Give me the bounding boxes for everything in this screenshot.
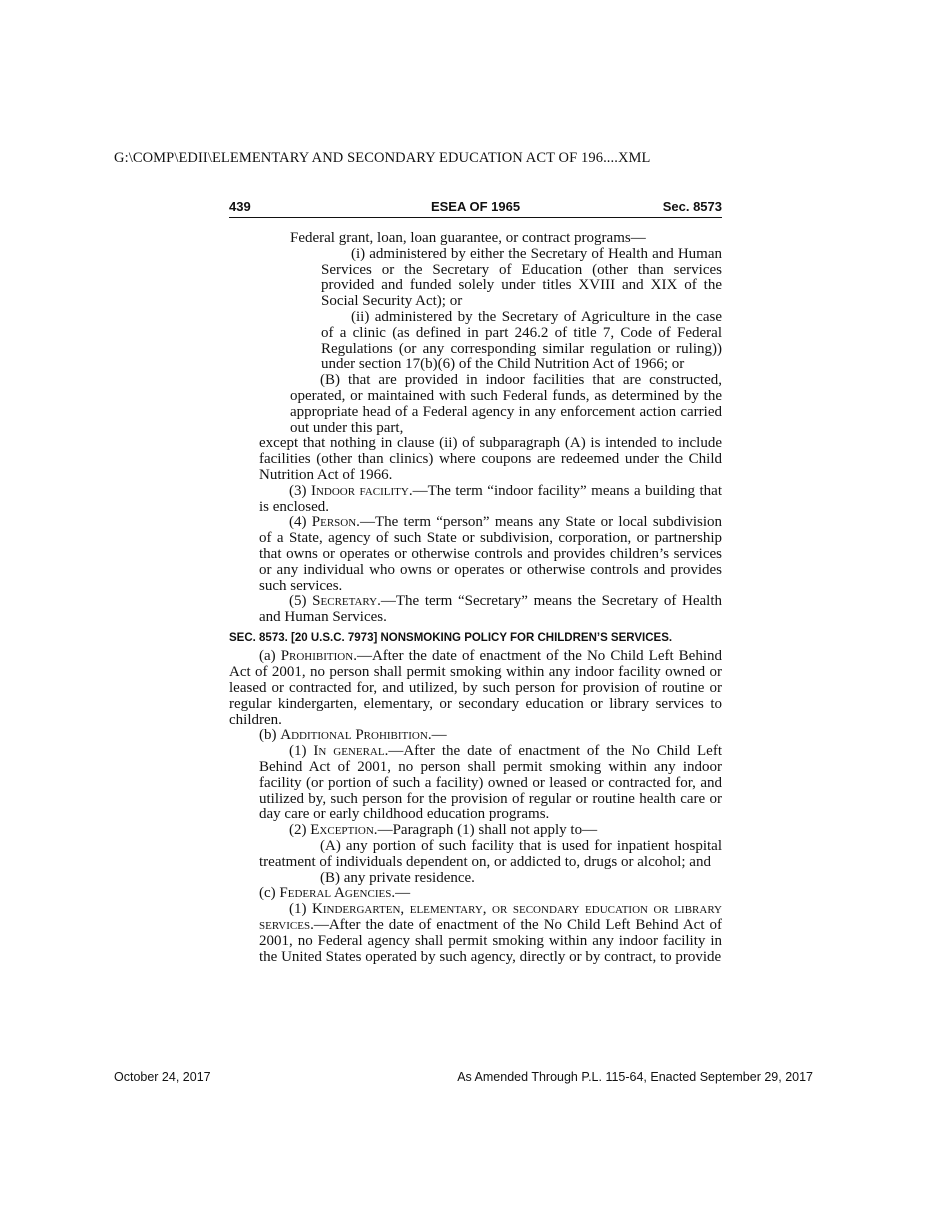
definition-person: (4) Person.—The term “person” means any State or local subdivision of a State, agency of such State or subdivision, corporation, or partnership that owns or operates or otherwise controls and provides children’s services or any individual who owns or operates or otherwise controls and provides such services. [259,514,722,594]
subsection-b: (b) Additional Prohibition.— [259,727,447,744]
paragraph-c1: (1) Kindergarten, elementary, or secondary education or library services.—After the date of enactment of the No Child Left Behind Act of 2001, no Federal agency shall permit smoking within any indoor facility in the United States operated by such agency, directly or by contract, to provide [259,901,723,965]
running-head-section: Sec. 8573 [662,199,722,214]
clause-i: (i) administered by either the Secretary of Health and Human Services or the Secretary of Education (other than services provided and funded solely under titles XVIII and XIX of the Social Security Act); or [321,245,722,310]
subparagraph-b2A: (A) any portion of such facility that is used for inpatient hospital treatment of individuals dependent on, or addicted to, drugs or alcohol; and [259,837,722,870]
except-clause: except that nothing in clause (ii) of subparagraph (A) is intended to include facilities (other than clinics) where coupons are redeemed under the Child Nutrition Act of 1966. [259,435,722,483]
running-head [229,197,722,218]
running-head-title: ESEA OF 1965 [430,199,521,214]
definition-indoor-facility: (3) Indoor facility.—The term “indoor facility” means a building that is enclosed. [259,482,723,515]
document-body [229,231,722,965]
subparagraph-b: (B) that are provided in indoor facilities that are constructed, operated, or maintained with such Federal funds, as determined by the appropriate head of a Federal agency in any enforcement action carried out under this part, [290,372,722,436]
section-heading: SEC. 8573. [20 U.S.C. 7973] NONSMOKING POLICY FOR CHILDREN’S SERVICES. [229,631,673,644]
paragraph-b1: (1) In general.—After the date of enactment of the No Child Left Behind Act of 2001, no person shall permit smoking within any indoor facility (or portion of such a facility) owned or leased or contracted for, and utilized by, such person for the provision of regular or routine health care or day care or early childhood education programs. [259,743,723,823]
paragraph-b2: (2) Exception.—Paragraph (1) shall not apply to— [289,822,598,839]
file-path: G:\COMP\EDII\ELEMENTARY AND SECONDARY EDUCATION ACT OF 196....XML [114,150,651,166]
paragraph-continuation: Federal grant, loan, loan guarantee, or contract programs— [290,230,646,246]
footer-amended: As Amended Through P.L. 115-64, Enacted September 29, 2017 [457,1070,813,1084]
subsection-a: (a) Prohibition.—After the date of enactment of the No Child Left Behind Act of 2001, no person shall permit smoking within any indoor facility owned or leased or contracted for, and utilized, by such person for provision of routine or regular kindergarten, elementary, or secondary education or library services to children. [229,648,723,728]
clause-ii: (ii) administered by the Secretary of Agriculture in the case of a clinic (as defined in part 246.2 of title 7, Code of Federal Regulations (or any corresponding similar regulation or ruling)) under section 17(b)(6) of the Child Nutrition Act of 1966; or [321,308,722,373]
definition-secretary: (5) Secretary.—The term “Secretary” means the Secretary of Health and Human Services. [259,593,723,626]
footer-date: October 24, 2017 [114,1070,211,1084]
subparagraph-b2B: (B) any private residence. [320,869,475,886]
subsection-c: (c) Federal Agencies.— [259,885,411,902]
page-number: 439 [229,199,251,214]
